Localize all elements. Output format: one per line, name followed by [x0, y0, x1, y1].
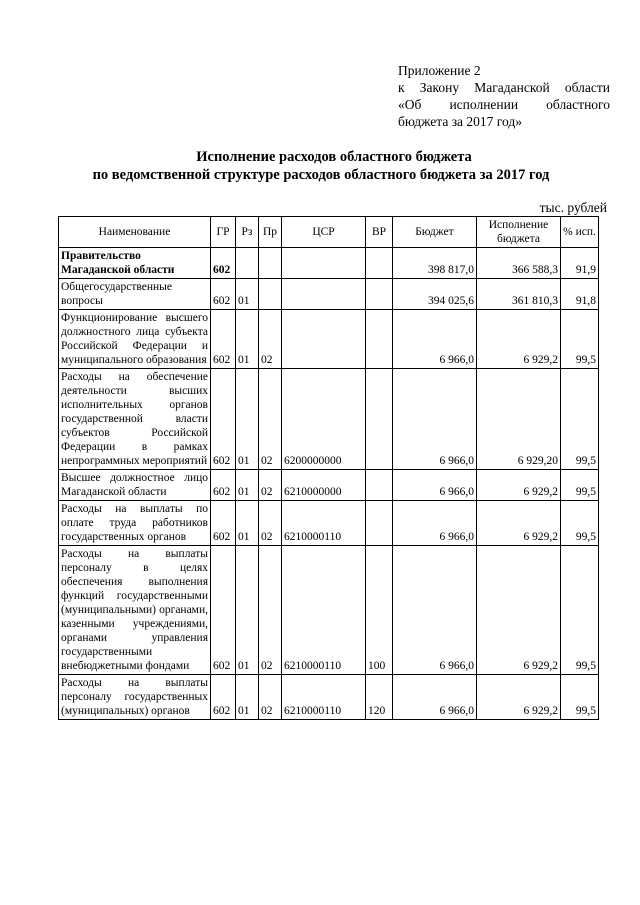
row-gr: 602: [211, 501, 236, 546]
row-gr: 602: [211, 546, 236, 675]
appendix-line: к Закону Магаданской области: [398, 80, 610, 95]
appendix-line: Приложение 2: [398, 63, 481, 78]
row-gr: 602: [211, 310, 236, 369]
row-exec: 6 929,2: [477, 675, 561, 720]
row-budget: 394 025,6: [393, 279, 477, 310]
row-exec: 6 929,2: [477, 546, 561, 675]
row-budget: 6 966,0: [393, 675, 477, 720]
row-exec: 6 929,2: [477, 310, 561, 369]
row-name: Высшее должностное лицо Магаданской области: [59, 470, 211, 501]
row-pct: 99,5: [561, 470, 599, 501]
row-gr: 602: [211, 470, 236, 501]
row-pr: 02: [259, 501, 282, 546]
table-row: [59, 279, 599, 310]
row-exec: 6 929,2: [477, 470, 561, 501]
row-budget: 6 966,0: [393, 470, 477, 501]
table-row: [59, 369, 599, 470]
row-csr: [282, 310, 366, 369]
header-budget: Бюджет: [393, 217, 477, 248]
table-row: [59, 675, 599, 720]
row-name: Расходы на выплаты персоналу в целях обеспечения выполнения функций государственными (муниципальными) органами, казенными учреждениями, органами управления государственными внебюджетными фондами: [59, 546, 211, 675]
row-rz: [236, 248, 259, 279]
row-rz: 01: [236, 369, 259, 470]
row-rz: 01: [236, 501, 259, 546]
row-pct: 99,5: [561, 369, 599, 470]
header-csr: ЦСР: [282, 217, 366, 248]
row-vr: [366, 279, 393, 310]
header-name: Наименование: [59, 217, 211, 248]
header-pct: % исп.: [561, 217, 599, 248]
row-vr: [366, 310, 393, 369]
row-pr: 02: [259, 546, 282, 675]
row-csr: [282, 248, 366, 279]
header-exec: Исполнение бюджета: [477, 217, 561, 248]
row-rz: 01: [236, 546, 259, 675]
expenditure-table: [58, 216, 599, 720]
table-row: [59, 248, 599, 279]
row-gr: 602: [211, 675, 236, 720]
row-pr: 02: [259, 310, 282, 369]
row-name: Расходы на выплаты персоналу государственных (муниципальных) органов: [59, 675, 211, 720]
row-name: Расходы на обеспечение деятельности высших исполнительных органов государственной власти субъектов Российской Федерации в рамках непрограммных мероприятий: [59, 369, 211, 470]
row-name: Расходы на выплаты по оплате труда работников государственных органов: [59, 501, 211, 546]
row-exec: 6 929,20: [477, 369, 561, 470]
row-pr: 02: [259, 675, 282, 720]
row-exec: 6 929,2: [477, 501, 561, 546]
row-gr: 602: [211, 369, 236, 470]
table-header-row: [59, 217, 599, 248]
units-label: тыс. рублей: [539, 200, 607, 215]
row-csr: 6210000000: [282, 470, 366, 501]
row-vr: [366, 248, 393, 279]
table-row: [59, 501, 599, 546]
header-pr: Пр: [259, 217, 282, 248]
row-budget: 6 966,0: [393, 501, 477, 546]
row-vr: 100: [366, 546, 393, 675]
row-csr: 6210000110: [282, 546, 366, 675]
row-rz: 01: [236, 279, 259, 310]
row-pct: 91,8: [561, 279, 599, 310]
row-rz: 01: [236, 675, 259, 720]
row-vr: 120: [366, 675, 393, 720]
appendix-line: «Об исполнении областного: [398, 97, 610, 112]
row-vr: [366, 470, 393, 501]
row-csr: 6210000110: [282, 501, 366, 546]
row-pr: [259, 279, 282, 310]
row-vr: [366, 501, 393, 546]
row-rz: 01: [236, 470, 259, 501]
title-line-1: Исполнение расходов областного бюджета: [196, 149, 472, 165]
row-name: Правительство Магаданской области: [59, 248, 211, 279]
row-budget: 6 966,0: [393, 546, 477, 675]
row-pct: 99,5: [561, 546, 599, 675]
appendix-line: бюджета за 2017 год»: [398, 114, 522, 129]
row-budget: 6 966,0: [393, 369, 477, 470]
row-gr: 602: [211, 248, 236, 279]
row-pr: [259, 248, 282, 279]
row-exec: 366 588,3: [477, 248, 561, 279]
header-gr: ГР: [211, 217, 236, 248]
header-vr: ВР: [366, 217, 393, 248]
table-row: [59, 310, 599, 369]
row-gr: 602: [211, 279, 236, 310]
appendix-note: [398, 62, 610, 130]
row-pct: 99,5: [561, 501, 599, 546]
row-name: Функционирование высшего должностного лица субъекта Российской Федерации и муниципального образования: [59, 310, 211, 369]
row-name: Общегосударственные вопросы: [59, 279, 211, 310]
header-rz: Рз: [236, 217, 259, 248]
row-budget: 6 966,0: [393, 310, 477, 369]
row-csr: 6200000000: [282, 369, 366, 470]
title-line-2: по ведомственной структуре расходов областного бюджета за 2017 год: [92, 167, 550, 183]
row-pct: 91,9: [561, 248, 599, 279]
row-pct: 99,5: [561, 310, 599, 369]
row-pr: 02: [259, 470, 282, 501]
row-csr: [282, 279, 366, 310]
row-rz: 01: [236, 310, 259, 369]
row-vr: [366, 369, 393, 470]
row-exec: 361 810,3: [477, 279, 561, 310]
table-row: [59, 546, 599, 675]
row-pr: 02: [259, 369, 282, 470]
row-pct: 99,5: [561, 675, 599, 720]
row-budget: 398 817,0: [393, 248, 477, 279]
page-title: [0, 148, 640, 184]
table-row: [59, 470, 599, 501]
row-csr: 6210000110: [282, 675, 366, 720]
